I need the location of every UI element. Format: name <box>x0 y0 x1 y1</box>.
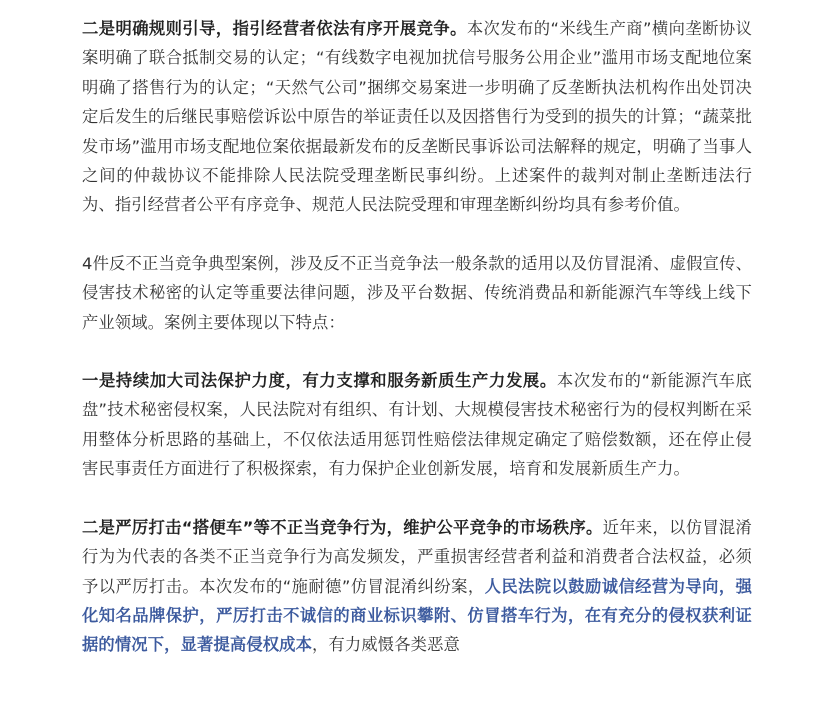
article-body <box>82 14 752 689</box>
paragraph-free-riding <box>82 513 752 660</box>
paragraph-text: 本次发布的“新能源汽车底盘”技术秘密侵权案，人民法院对有组织、有计划、大规模侵害技术秘密行为的侵权判断在采用整体分析思路的基础上，不仅依法适用惩罚性赔偿法律规定确定了赔偿数额，还在停止侵害民事责任方面进行了积极探索，有力保护企业创新发展，培育和发展新质生产力。 <box>82 371 752 479</box>
paragraph-text: 近年来，以仿冒混淆行为为代表的各类不正当竞争行为高发频发，严重损害经营者利益和消费者合法权益，必须予以严厉打击。本次发布的“施耐德”仿冒混淆纠纷案， <box>82 517 752 596</box>
highlighted-text: 人民法院以鼓励诚信经营为导向，强化知名品牌保护，严厉打击不诚信的商业标识攀附、仿冒搭车行为，在有充分的侵权获利证据的情况下，显著提高侵权成本 <box>82 576 752 655</box>
paragraph-lead: 二是明确规则引导，指引经营者依法有序开展竞争。 <box>82 19 467 38</box>
paragraph-lead: 二是严厉打击“搭便车”等不正当竞争行为，维护公平竞争的市场秩序。 <box>82 517 603 537</box>
paragraph-tail-text: ，有力威慑各类恶意 <box>312 635 460 655</box>
paragraph-rules-guidance <box>82 14 752 220</box>
paragraph-text: 4件反不正当竞争典型案例，涉及反不正当竞争法一般条款的适用以及仿冒混淆、虚假宣传、侵害技术秘密的认定等重要法律问题，涉及平台数据、传统消费品和新能源汽车等线上线下产业领域。案例主要体现以下特点： <box>82 253 752 332</box>
paragraph-text: 本次发布的“米线生产商”横向垄断协议案明确了联合抵制交易的认定；“有线数字电视加扰信号服务公用企业”滥用市场支配地位案明确了搭售行为的认定；“天然气公司”捆绑交易案进一步明确了反垄断执法机构作出处罚决定后发生的后继民事赔偿诉讼中原告的举证责任以及因搭售行为受到的损失的计算；“蔬菜批发市场”滥用市场支配地位案依据最新发布的反垄断民事诉讼司法解释的规定，明确了当事人之间的仲裁协议不能排除人民法院受理垄断民事纠纷。上述案件的裁判对制止垄断违法行为、指引经营者公平有序竞争、规范人民法院受理和审理垄断纠纷均具有参考价值。 <box>82 19 752 215</box>
paragraph-lead: 一是持续加大司法保护力度，有力支撑和服务新质生产力发展。 <box>82 371 557 391</box>
paragraph-unfair-competition-cases <box>82 249 752 337</box>
paragraph-judicial-protection <box>82 366 752 484</box>
